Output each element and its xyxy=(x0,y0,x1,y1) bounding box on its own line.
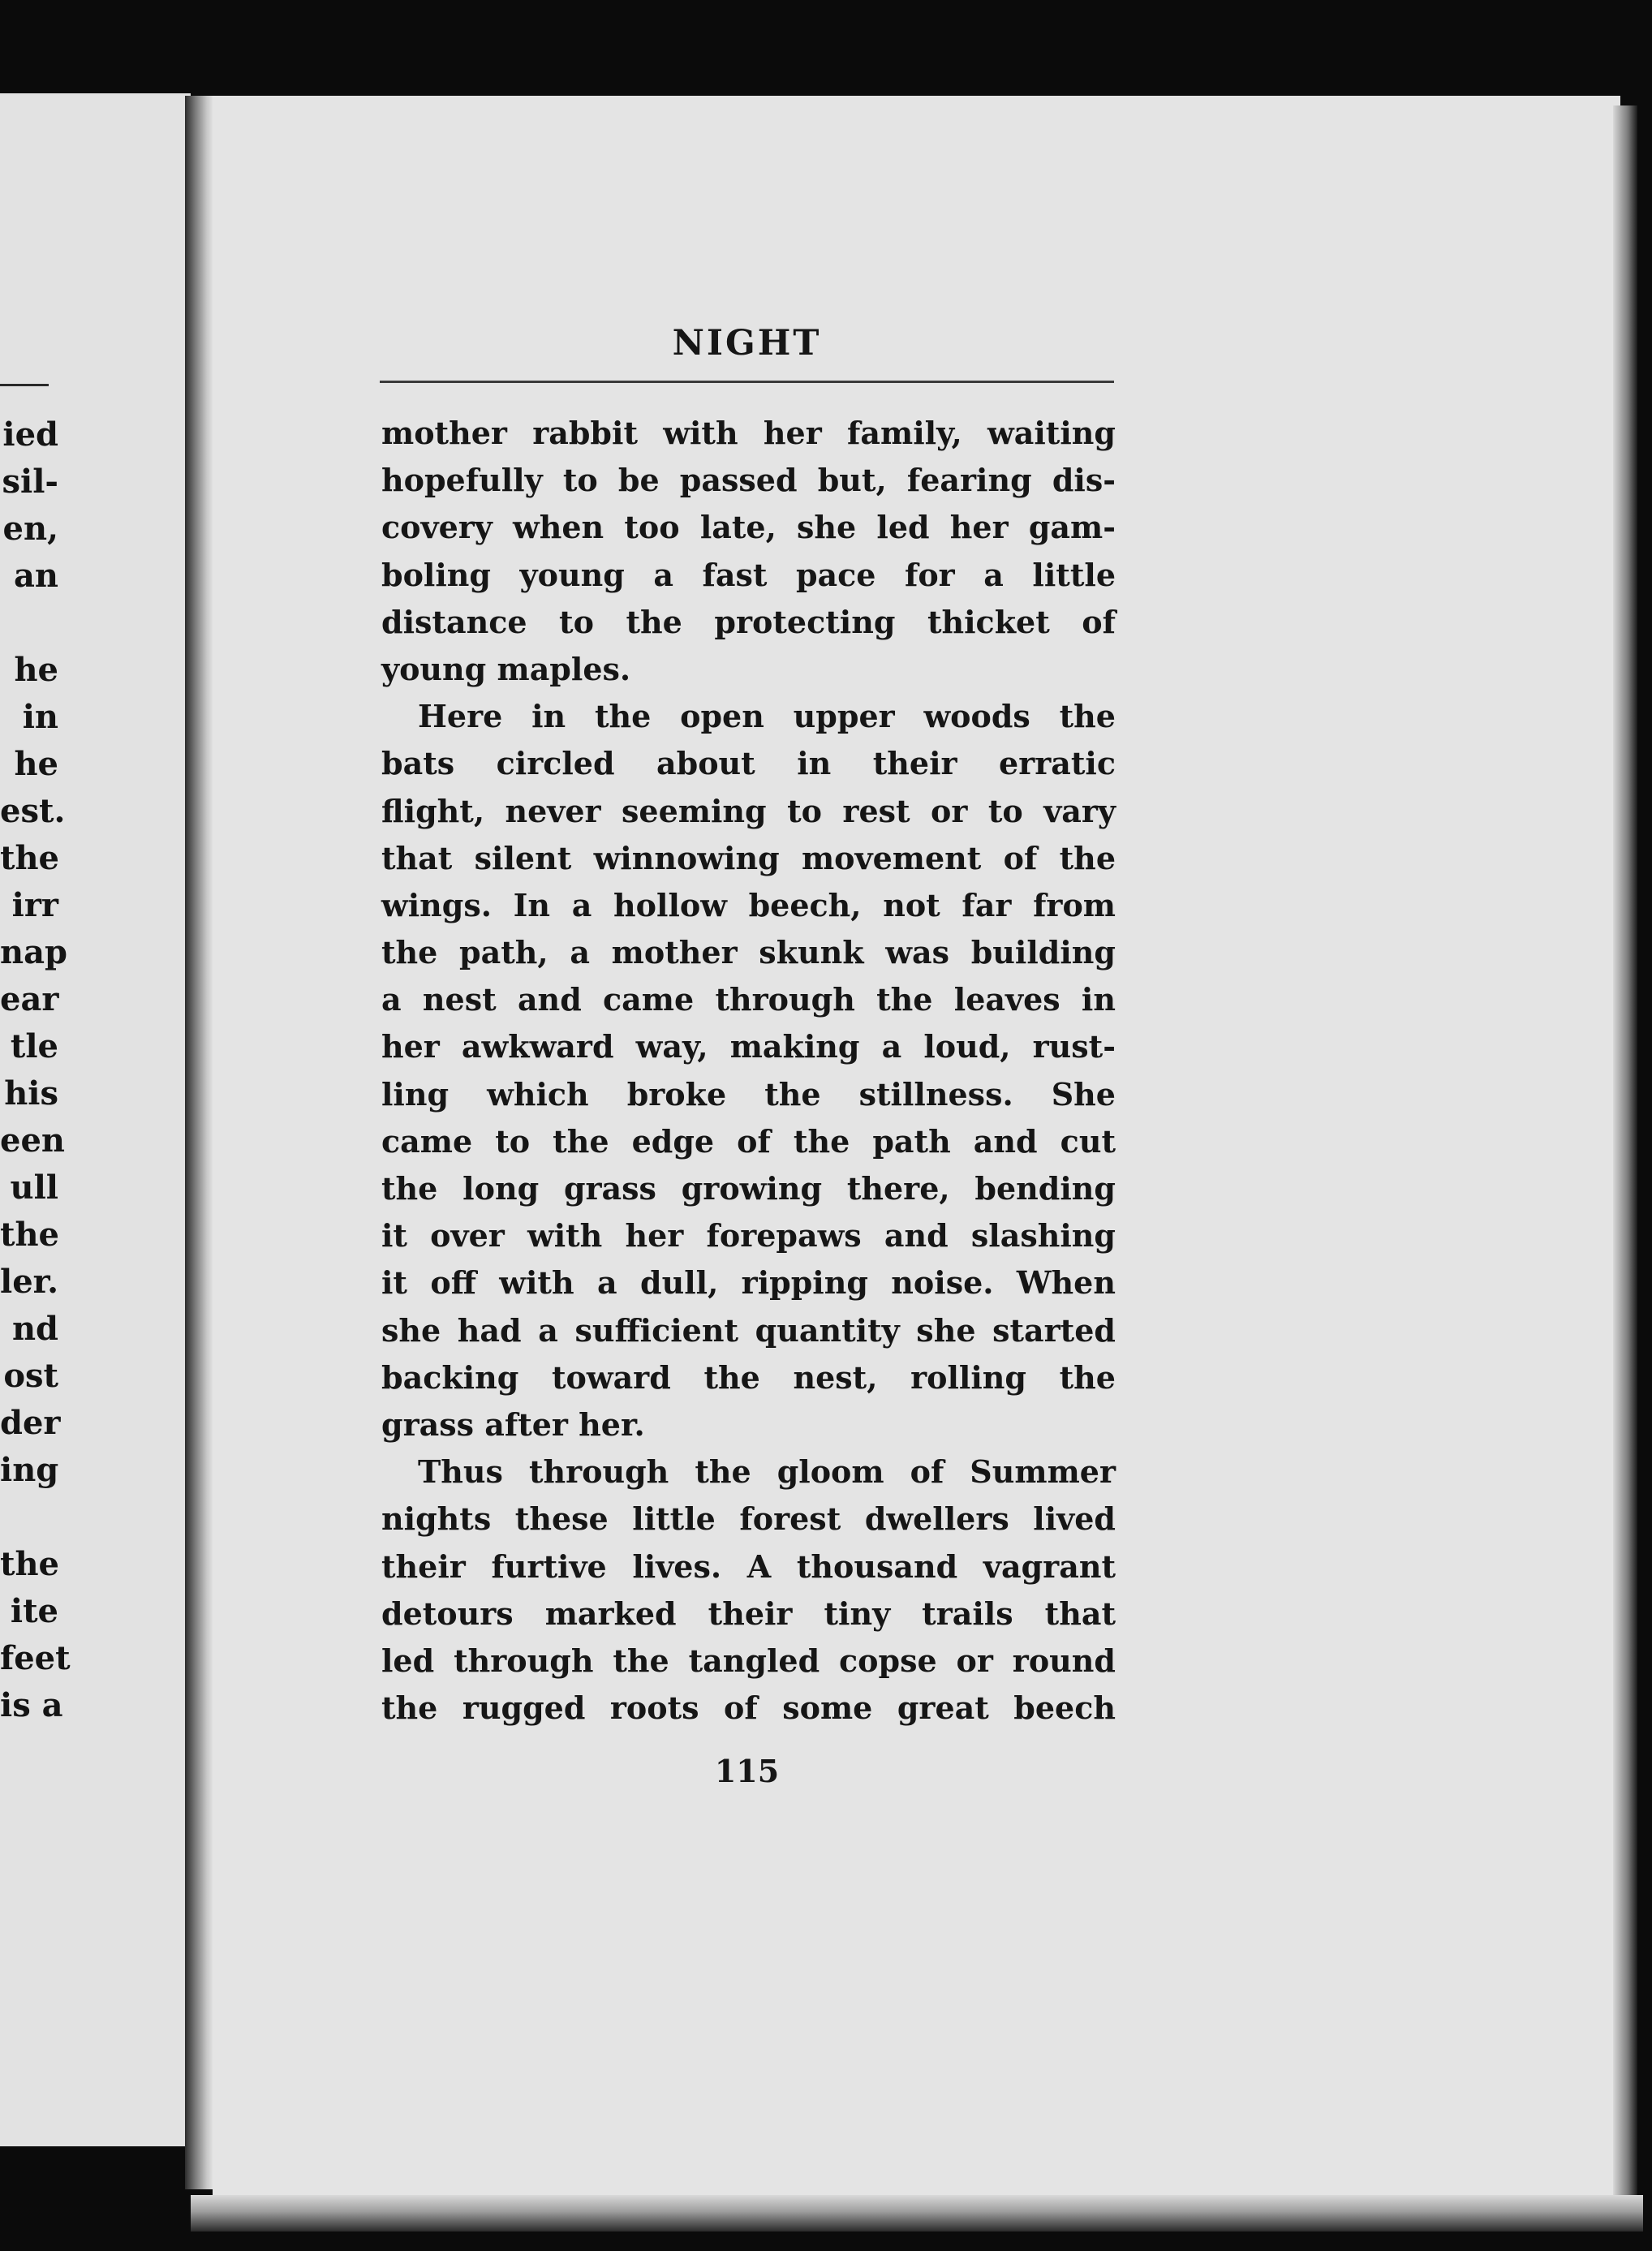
previous-page-paragraph-gap xyxy=(0,600,58,647)
paragraph xyxy=(381,1448,1116,1732)
previous-page-line-fragment: der xyxy=(0,1404,61,1442)
text-line: detours marked their tiny trails that xyxy=(381,1595,1116,1632)
text-line: led through the tangled copse or round xyxy=(381,1642,1116,1679)
previous-page-line-fragments xyxy=(0,411,71,1729)
text-line: her awkward way, making a loud, rust- xyxy=(381,1028,1116,1065)
running-head: NIGHT xyxy=(672,323,822,364)
previous-page-line-fragment: ear xyxy=(0,980,59,1018)
previous-page-line-fragment: een xyxy=(0,1121,65,1160)
previous-page-fragment xyxy=(0,93,191,2146)
previous-page-line-fragment: the xyxy=(0,1545,60,1583)
previous-page-line-fragment: ite xyxy=(10,1592,58,1630)
text-line: the path, a mother skunk was building xyxy=(381,934,1116,971)
page-body-text xyxy=(381,410,1116,1732)
previous-page-line-fragment: in xyxy=(22,698,58,736)
page-number: 115 xyxy=(714,1753,780,1789)
text-line: young maples. xyxy=(381,650,631,687)
previous-page-line-fragment: he xyxy=(14,651,58,689)
text-line: a nest and came through the leaves in xyxy=(381,981,1116,1018)
previous-page-line-fragment: ost xyxy=(3,1357,58,1395)
text-line: came to the edge of the path and cut xyxy=(381,1122,1116,1160)
previous-page-line-fragment: irr xyxy=(11,886,58,924)
text-line: distance to the protecting thicket of xyxy=(381,603,1116,640)
previous-page-line-fragment: ler. xyxy=(0,1263,58,1301)
previous-page-line-fragment: the xyxy=(0,839,60,877)
previous-page-line-fragment: the xyxy=(0,1216,60,1254)
text-line: it over with her forepaws and slashing xyxy=(381,1217,1116,1255)
previous-page-line-fragment: est. xyxy=(0,792,66,830)
text-line: grass after her. xyxy=(381,1405,645,1443)
previous-page-line-fragment: sil- xyxy=(2,463,58,501)
text-line: it off with a dull, ripping noise. When xyxy=(381,1264,1116,1302)
text-line: covery when too late, she led her gam- xyxy=(381,509,1116,546)
text-line: ling which broke the stillness. She xyxy=(381,1075,1116,1113)
text-line: Here in the open upper woods the xyxy=(418,698,1116,735)
previous-page-line-fragment: ull xyxy=(10,1169,58,1207)
text-line: wings. In a hollow beech, not far from xyxy=(381,886,1116,923)
running-head-rule xyxy=(380,381,1114,383)
text-line: backing toward the nest, rolling the xyxy=(381,1358,1116,1396)
text-line: she had a sufficient quantity she started xyxy=(381,1311,1116,1349)
text-line: mother rabbit with her family, waiting xyxy=(381,415,1116,451)
text-line: their furtive lives. A thousand vagrant xyxy=(381,1547,1116,1585)
previous-page-line-fragment: he xyxy=(14,745,58,783)
text-line: bats circled about in their erratic xyxy=(381,745,1116,782)
text-line: Thus through the gloom of Summer xyxy=(418,1453,1116,1491)
text-line: boling young a fast pace for a little xyxy=(381,556,1116,593)
text-line: flight, never seeming to rest or to vary xyxy=(381,792,1116,829)
text-line: hopefully to be passed but, fearing dis- xyxy=(381,462,1116,499)
text-line: the rugged roots of some great beech xyxy=(381,1689,1116,1727)
previous-page-line-fragment: his xyxy=(4,1074,58,1113)
book-gutter xyxy=(185,96,214,2189)
previous-page-line-fragment: ied xyxy=(2,415,58,454)
text-line: the long grass growing there, bending xyxy=(381,1170,1116,1207)
page-bottom-edge xyxy=(191,2195,1643,2232)
previous-page-line-fragment: is a xyxy=(0,1686,63,1724)
previous-page-line-fragment: en, xyxy=(2,510,58,548)
previous-page-line-fragment: nd xyxy=(11,1310,58,1348)
previous-page-paragraph-gap xyxy=(0,1494,58,1541)
previous-page-line-fragment: ing xyxy=(0,1451,59,1489)
previous-page-line-fragment: tle xyxy=(10,1027,58,1065)
previous-page-line-fragment: feet xyxy=(0,1639,71,1677)
previous-page-head-rule xyxy=(0,384,49,386)
previous-page-line-fragment: an xyxy=(14,557,58,595)
paragraph xyxy=(381,410,1116,693)
page-right-edge xyxy=(1613,105,1637,2232)
text-line: that silent winnowing movement of the xyxy=(381,839,1116,876)
text-line: nights these little forest dwellers lived xyxy=(381,1500,1116,1538)
previous-page-line-fragment: nap xyxy=(0,933,67,971)
paragraph xyxy=(381,693,1116,1448)
